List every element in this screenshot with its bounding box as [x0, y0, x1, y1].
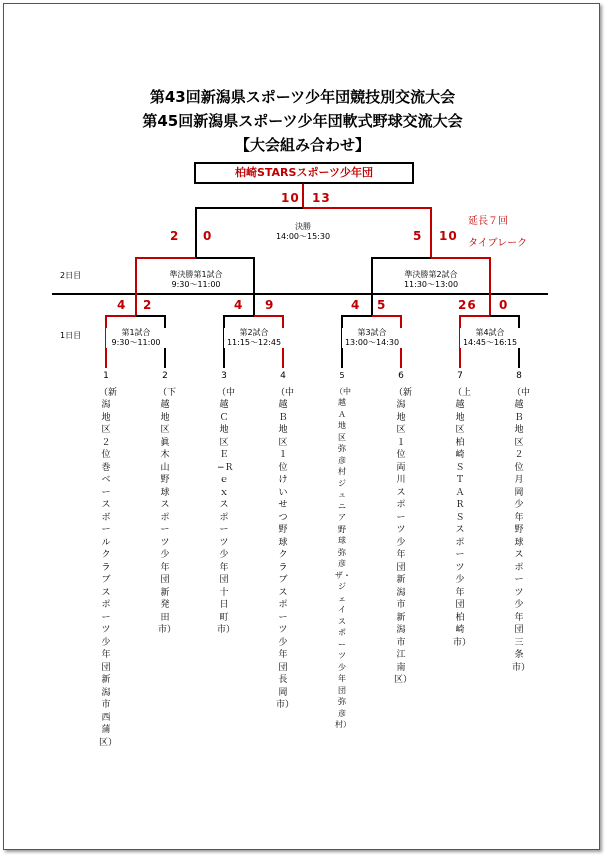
title-line-3: 【大会組み合わせ】	[234, 136, 370, 154]
team-4	[276, 370, 297, 712]
semi1-label	[156, 270, 236, 290]
team-8	[512, 370, 533, 674]
team-2-text: （下越地区 眞木山野球スポーツ少年団 新発田市）	[158, 387, 179, 635]
team-3-text: （中越Ｃ地区 Ｅ−Ｒｅｘスポーツ少年団 十日町市）	[217, 387, 238, 635]
g2-label	[224, 328, 284, 348]
g4-label	[460, 328, 520, 348]
g2-name: 第2試合	[239, 328, 269, 337]
final-score-left: 10	[281, 191, 300, 205]
champion-box: 柏崎STARSスポーツ少年団	[194, 162, 414, 184]
team-3-number: 3	[221, 371, 227, 381]
g3-name: 第3試合	[357, 328, 387, 337]
day1-label: 1日目	[60, 331, 82, 340]
semi2-name: 準決勝第2試合	[404, 270, 458, 279]
team-1-text: （新潟地区２位 巻ベースボールクラブスポーツ少年団 新潟市西蒲区）	[99, 387, 120, 748]
semi1-time: 9:30〜11:00	[171, 280, 221, 289]
team-2-number: 2	[162, 371, 168, 381]
g3-score-left: 4	[351, 298, 361, 312]
extra-inning-note-2: タイブレーク	[468, 238, 528, 249]
g2-score-left: 4	[234, 298, 244, 312]
team-2	[158, 370, 179, 637]
g4-time: 14:45〜16:15	[462, 338, 518, 347]
team-5-text: （中越Ａ地区 弥彦村ジュニア野球弥彦ザ・ジェイスポーツ少年団 弥彦村）	[335, 386, 354, 729]
team-1-number: 1	[103, 371, 109, 381]
team-5	[335, 370, 354, 731]
g3-score-right: 5	[377, 298, 387, 312]
g3-label	[342, 328, 402, 348]
final-name: 決勝	[295, 222, 311, 231]
final-label	[270, 222, 336, 242]
team-4-text: （中越Ｂ地区１位 けいせつ野球クラブスポーツ少年団 長岡市）	[276, 387, 297, 710]
g4-score-left: 26	[458, 298, 477, 312]
semi1-score-right: 0	[203, 229, 213, 243]
final-score-right: 13	[312, 191, 331, 205]
semi2-label	[391, 270, 471, 290]
g1-label	[106, 328, 166, 348]
title-line-2: 第45回新潟県スポーツ少年団軟式野球交流大会	[142, 112, 463, 130]
g3-time: 13:00〜14:30	[344, 338, 400, 347]
g4-score-right: 0	[499, 298, 509, 312]
team-8-text: （中越Ｂ地区２位 月岡少年野球スポーツ少年団 三条市）	[512, 387, 533, 673]
team-3	[217, 370, 238, 637]
team-4-number: 4	[280, 371, 286, 381]
g4-name: 第4試合	[475, 328, 505, 337]
team-7-text: （上越地区 柏崎ＳＴＡＲＳスポーツ少年団 柏崎市）	[453, 387, 474, 648]
semi2-score-right: 10	[439, 229, 458, 243]
semi1-name: 準決勝第1試合	[169, 270, 223, 279]
team-6-number: 6	[398, 371, 404, 381]
team-6-text: （新潟地区１位 両川スポーツ少年団新潟市 新潟市江南区）	[394, 387, 415, 685]
team-1	[99, 370, 120, 749]
extra-inning-note-1: 延長７回	[468, 216, 508, 227]
final-time: 14:00〜15:30	[275, 232, 331, 241]
team-7	[453, 370, 474, 649]
semi2-time: 11:30〜13:00	[403, 280, 459, 289]
g2-time: 11:15〜12:45	[226, 338, 282, 347]
team-8-number: 8	[516, 371, 522, 381]
team-5-number: 5	[339, 371, 345, 380]
semi1-score-left: 2	[170, 229, 180, 243]
g1-time: 9:30〜11:00	[111, 338, 161, 347]
g2-score-right: 9	[265, 298, 275, 312]
g1-score-left: 4	[117, 298, 127, 312]
g1-score-right: 2	[143, 298, 153, 312]
team-7-number: 7	[457, 371, 463, 381]
team-6	[394, 370, 415, 687]
title-line-1: 第43回新潟県スポーツ少年団競技別交流大会	[149, 88, 456, 106]
day2-label: 2日目	[60, 271, 82, 280]
g1-name: 第1試合	[121, 328, 151, 337]
semi2-score-left: 5	[413, 229, 423, 243]
